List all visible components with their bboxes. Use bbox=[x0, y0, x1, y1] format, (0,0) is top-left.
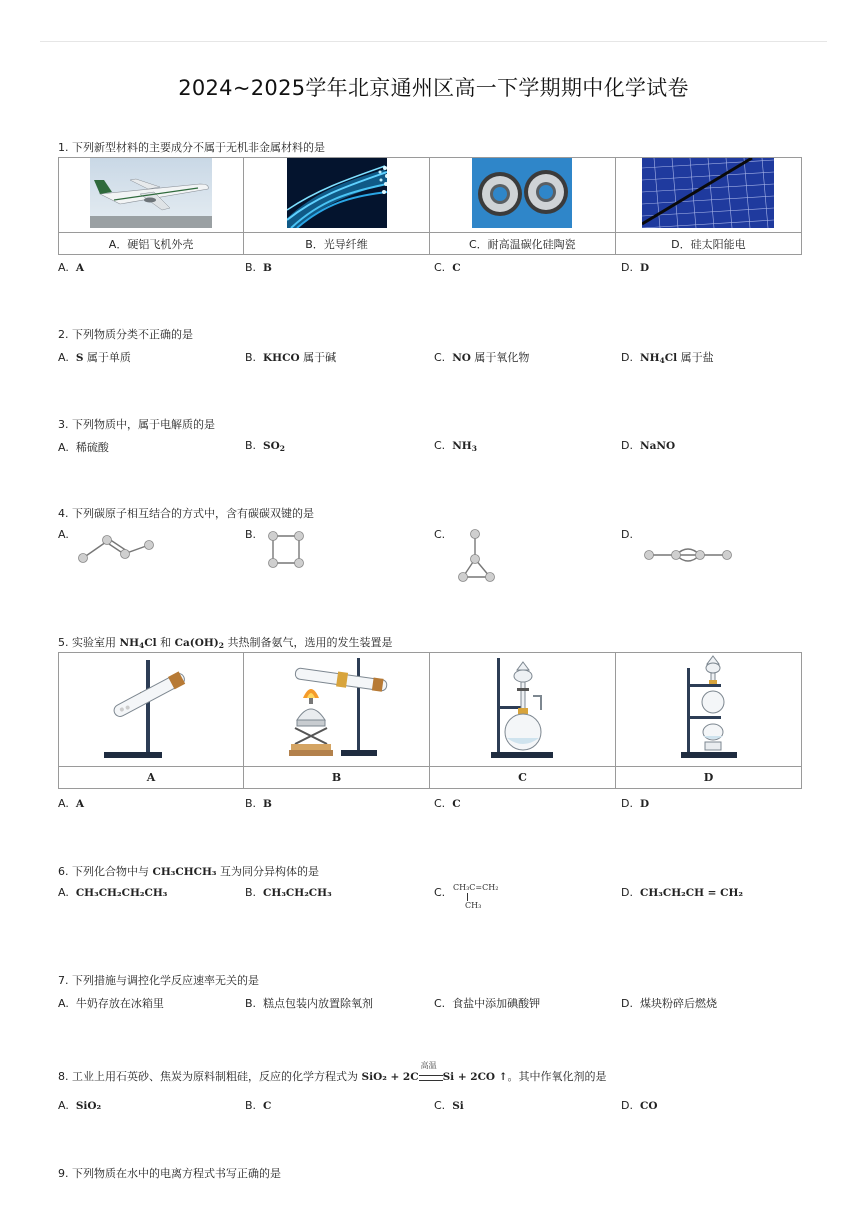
option-letter: A. bbox=[58, 797, 69, 810]
q3-option-b[interactable] bbox=[245, 439, 285, 453]
formula-part: Ca(OH) bbox=[174, 637, 219, 649]
formula-subscript: 4 bbox=[139, 641, 145, 650]
question-3-stem: 3. 下列物质中，属于电解质的是 bbox=[58, 418, 215, 431]
option-value: B bbox=[263, 798, 272, 810]
q5-option-a[interactable] bbox=[58, 797, 84, 810]
formula-subscript: 2 bbox=[279, 444, 285, 453]
option-letter: C. bbox=[434, 1099, 446, 1112]
stem-formula-2 bbox=[175, 637, 224, 649]
q1-option-c[interactable] bbox=[434, 261, 461, 274]
q3-option-d[interactable] bbox=[621, 439, 675, 452]
option-text: 属于单质 bbox=[83, 351, 131, 364]
structure-bond bbox=[467, 893, 468, 901]
q5-apparatus-table bbox=[58, 652, 802, 789]
q7-option-a[interactable] bbox=[58, 995, 164, 1011]
option-letter: B. bbox=[245, 1099, 257, 1112]
stem-text: 6. 下列化合物中与 bbox=[58, 865, 153, 878]
option-letter: D. bbox=[621, 797, 633, 810]
airplane-image bbox=[90, 158, 212, 228]
option-formula: S bbox=[75, 352, 84, 364]
q8-option-a[interactable] bbox=[58, 1099, 101, 1112]
q1-option-a[interactable] bbox=[58, 261, 84, 274]
q5-option-b[interactable] bbox=[245, 797, 272, 810]
option-letter: D. bbox=[621, 1099, 633, 1112]
formula-part: NH bbox=[452, 440, 472, 452]
question-2-stem: 2. 下列物质分类不正确的是 bbox=[58, 328, 193, 341]
question-1-stem: 1. 下列新型材料的主要成分不属于无机非金属材料的是 bbox=[58, 141, 325, 154]
option-letter: D. bbox=[621, 997, 633, 1010]
formula-part: SO bbox=[263, 440, 280, 452]
question-6-stem bbox=[58, 863, 319, 879]
stem-text: 8. 工业上用石英砂、焦炭为原料制粗硅，反应的化学方程式为 bbox=[58, 1070, 362, 1083]
option-value: C bbox=[452, 798, 461, 810]
q4-option-b-letter[interactable]: B. bbox=[245, 528, 257, 541]
q4-molecule-b[interactable] bbox=[263, 530, 307, 572]
formula-part: NH bbox=[119, 637, 140, 649]
option-formula: NO bbox=[452, 352, 471, 364]
q5-apparatus-d bbox=[615, 653, 801, 767]
top-divider bbox=[40, 41, 827, 42]
stem-text: 。其中作氧化剂的是 bbox=[507, 1070, 607, 1083]
structure-branch: CH₃ bbox=[465, 901, 482, 910]
q5-option-d[interactable] bbox=[621, 797, 649, 810]
option-text: 食盐中添加碘酸钾 bbox=[452, 997, 541, 1010]
option-value: A bbox=[75, 798, 84, 810]
option-letter: A. bbox=[58, 351, 69, 364]
solar-panel-image bbox=[642, 158, 774, 228]
question-4-stem: 4. 下列碳原子相互结合的方式中，含有碳碳双键的是 bbox=[58, 507, 314, 520]
q2-option-c[interactable] bbox=[434, 349, 529, 365]
option-letter: C. bbox=[434, 886, 446, 899]
option-formula: C bbox=[263, 1100, 272, 1112]
stem-formula-1 bbox=[120, 637, 157, 649]
q4-molecule-a[interactable] bbox=[76, 532, 158, 566]
option-letter: D. bbox=[621, 439, 633, 452]
q2-option-b[interactable] bbox=[245, 349, 336, 365]
q6-option-d[interactable] bbox=[621, 886, 743, 899]
option-formula: CO bbox=[639, 1100, 658, 1112]
q5-option-c[interactable] bbox=[434, 797, 461, 810]
stem-text: 互为同分异构体的是 bbox=[216, 865, 320, 878]
option-letter: C. bbox=[434, 997, 446, 1010]
option-letter: B. bbox=[245, 886, 257, 899]
q1-image-airplane bbox=[59, 158, 244, 233]
option-letter: B. bbox=[245, 351, 257, 364]
equation-equals bbox=[419, 1075, 443, 1081]
q1-image-ceramic-bearing bbox=[429, 158, 615, 233]
option-formula bbox=[263, 440, 285, 452]
heated-tube-apparatus-image bbox=[281, 654, 391, 762]
option-value: C bbox=[452, 262, 461, 274]
q7-option-c[interactable] bbox=[434, 995, 540, 1011]
formula-subscript: 3 bbox=[471, 444, 477, 453]
option-letter: C. bbox=[434, 261, 446, 274]
q1-image-solar-panel bbox=[615, 158, 801, 233]
q6-option-b[interactable] bbox=[245, 886, 332, 899]
q5-apparatus-a bbox=[59, 653, 244, 767]
q5-caption-a: A bbox=[59, 767, 244, 789]
ceramic-bearing-image bbox=[472, 158, 572, 228]
q4-option-c-letter[interactable]: C. bbox=[434, 528, 446, 541]
option-formula bbox=[452, 440, 477, 452]
option-text: 属于氧化物 bbox=[470, 351, 530, 364]
optical-fiber-image bbox=[287, 158, 387, 228]
q1-caption-c: C．耐高温碳化硅陶瓷 bbox=[429, 233, 615, 255]
option-letter: C. bbox=[434, 439, 446, 452]
page-title: 2024~2025学年北京通州区高一下学期期中化学试卷 bbox=[178, 76, 689, 100]
q2-option-a[interactable] bbox=[58, 349, 131, 365]
question-9-stem: 9. 下列物质在水中的电离方程式书写正确的是 bbox=[58, 1167, 281, 1180]
q6-option-c-structure bbox=[453, 884, 498, 910]
option-formula: Si bbox=[452, 1100, 464, 1112]
option-value: B bbox=[263, 262, 272, 274]
distillation-apparatus-image bbox=[653, 654, 763, 762]
option-formula: CH₃CH₂CH₃ bbox=[263, 887, 332, 899]
option-text: 稀硫酸 bbox=[75, 441, 109, 454]
q6-option-a[interactable] bbox=[58, 886, 167, 899]
q2-option-d[interactable] bbox=[621, 349, 714, 365]
question-7-stem: 7. 下列措施与调控化学反应速率无关的是 bbox=[58, 974, 259, 987]
stem-formula: CH₃CHCH₃ bbox=[152, 866, 217, 878]
q7-option-b[interactable] bbox=[245, 995, 373, 1011]
option-letter: A. bbox=[58, 261, 69, 274]
q3-option-c[interactable] bbox=[434, 439, 477, 453]
option-text: 属于盐 bbox=[677, 351, 714, 364]
option-formula bbox=[640, 352, 677, 364]
q1-caption-a: A．硬铝飞机外壳 bbox=[59, 233, 244, 255]
option-letter: B. bbox=[245, 997, 257, 1010]
option-letter: D. bbox=[621, 886, 633, 899]
option-letter: C. bbox=[434, 797, 446, 810]
q5-caption-d: D bbox=[615, 767, 801, 789]
stem-text: 和 bbox=[156, 636, 175, 649]
option-letter: A. bbox=[58, 441, 69, 454]
option-text: 属于碱 bbox=[299, 351, 337, 364]
equation-arrow bbox=[419, 1061, 443, 1082]
option-letter: A. bbox=[58, 886, 69, 899]
q6-option-c[interactable] bbox=[434, 886, 445, 899]
option-text: 糕点包装内放置除氧剂 bbox=[263, 997, 374, 1010]
test-tube-stand-image bbox=[96, 654, 206, 762]
question-5-stem bbox=[58, 634, 393, 650]
q1-option-b[interactable] bbox=[245, 261, 272, 274]
q4-option-d-letter[interactable]: D. bbox=[621, 528, 633, 541]
q1-caption-d: D．硅太阳能电 bbox=[615, 233, 801, 255]
option-formula: CH₃CH₂CH = CH₂ bbox=[639, 887, 743, 899]
formula-subscript: 4 bbox=[659, 356, 665, 365]
q8-option-b[interactable] bbox=[245, 1099, 271, 1112]
option-formula: CH₃CH₂CH₂CH₃ bbox=[75, 887, 168, 899]
formula-subscript: 2 bbox=[218, 641, 224, 650]
q5-caption-b: B bbox=[244, 767, 430, 789]
q4-option-a-letter[interactable]: A. bbox=[58, 528, 69, 541]
q5-apparatus-b bbox=[244, 653, 430, 767]
equation-right: Si + 2CO ↑ bbox=[442, 1071, 508, 1083]
q1-image-optical-fiber bbox=[244, 158, 430, 233]
formula-part: Cl bbox=[144, 637, 157, 649]
option-value: D bbox=[639, 262, 650, 274]
equation-condition: 高温 bbox=[420, 1061, 437, 1070]
formula-part: Cl bbox=[664, 352, 678, 364]
option-formula: SiO₂ bbox=[75, 1100, 102, 1112]
option-formula: KHCO bbox=[263, 352, 300, 364]
q4-molecule-d[interactable] bbox=[642, 544, 734, 566]
formula-part: NH bbox=[639, 352, 660, 364]
flask-funnel-apparatus-image bbox=[467, 654, 577, 762]
option-letter: D. bbox=[621, 351, 633, 364]
option-value: A bbox=[75, 262, 84, 274]
option-letter: D. bbox=[621, 261, 633, 274]
q1-material-table bbox=[58, 157, 802, 255]
option-letter: B. bbox=[245, 261, 257, 274]
option-formula: NaNO bbox=[639, 440, 676, 452]
option-text: 牛奶存放在冰箱里 bbox=[75, 997, 164, 1010]
option-letter: B. bbox=[245, 439, 257, 452]
q3-option-a[interactable] bbox=[58, 439, 109, 455]
structure-main-chain: CH₃C=CH₂ bbox=[453, 883, 499, 892]
option-text: 煤块粉碎后燃烧 bbox=[639, 997, 717, 1010]
option-letter: A. bbox=[58, 997, 69, 1010]
equation-left: SiO₂ + 2C bbox=[361, 1071, 419, 1083]
question-8-stem bbox=[58, 1061, 607, 1084]
option-letter: A. bbox=[58, 1099, 69, 1112]
q8-option-d[interactable] bbox=[621, 1099, 657, 1112]
option-value: D bbox=[639, 798, 650, 810]
q5-apparatus-c bbox=[429, 653, 615, 767]
q8-option-c[interactable] bbox=[434, 1099, 464, 1112]
q5-caption-c: C bbox=[429, 767, 615, 789]
stem-text: 共热制备氨气，选用的发生装置是 bbox=[224, 636, 393, 649]
option-letter: C. bbox=[434, 351, 446, 364]
option-letter: B. bbox=[245, 797, 257, 810]
stem-text: 5. 实验室用 bbox=[58, 636, 120, 649]
q7-option-d[interactable] bbox=[621, 995, 717, 1011]
q4-molecule-c[interactable] bbox=[454, 527, 500, 585]
q1-option-d[interactable] bbox=[621, 261, 649, 274]
q1-caption-b: B．光导纤维 bbox=[244, 233, 430, 255]
